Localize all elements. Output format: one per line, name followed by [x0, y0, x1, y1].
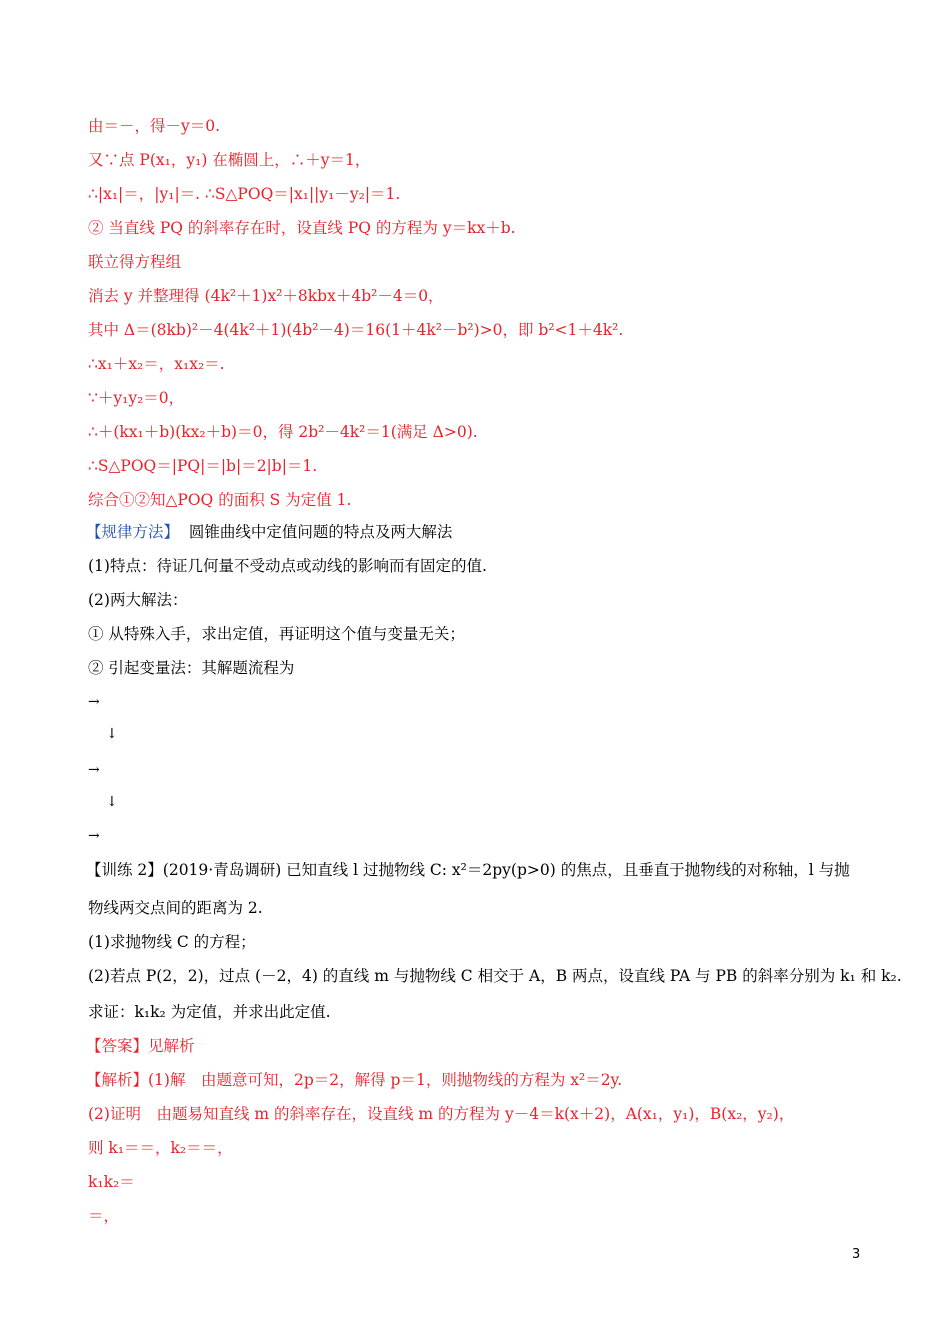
method-item: (1)特点：待证几何量不受动点或动线的影响而有固定的值. — [88, 557, 487, 575]
exercise-line: (2)若点 P(2，2)，过点 (－2，4) 的直线 m 与抛物线 C 相交于 A，B 两点，设直线 PA 与 PB 的斜率分别为 k₁ 和 k₂. — [88, 967, 902, 985]
solution-conclusion: 综合①②知△POQ 的面积 S 为定值 1. — [88, 491, 352, 509]
exercise-line: (1)求抛物线 C 的方程； — [88, 933, 256, 951]
method-item: ② 引起变量法：其解题流程为 — [88, 659, 295, 677]
analysis-line: (2)证明 由题易知直线 m 的斜率存在，设直线 m 的方程为 y－4＝k(x＋2)，A(x₁，y₁)，B(x₂，y₂)， — [88, 1105, 795, 1123]
exercise-line: 求证：k₁k₂ 为定值，并求出此定值. — [88, 1003, 331, 1021]
solution-line: ② 当直线 PQ 的斜率存在时，设直线 PQ 的方程为 y＝kx＋b. — [88, 219, 516, 237]
method-title: 圆锥曲线中定值问题的特点及两大解法 — [188, 523, 453, 541]
exercise-line: 【训练 2】(2019·青岛调研) 已知直线 l 过抛物线 C: x²＝2py(p>0) 的焦点，且垂直于抛物线的对称轴，l 与抛 — [86, 861, 850, 879]
method-tag: 【规律方法】 — [86, 523, 180, 541]
solution-line: 其中 Δ＝(8kb)²－4(4k²＋1)(4b²－4)＝16(1＋4k²－b²)>0，即 b²<1＋4k². — [88, 321, 624, 339]
analysis-line: ＝， — [88, 1207, 120, 1225]
method-heading — [86, 522, 452, 542]
solution-line: 又∵点 P(x₁，y₁) 在椭圆上，∴＋y＝1， — [88, 151, 371, 169]
analysis-line: 【解析】(1)解 由题意可知，2p＝2，解得 p＝1，则抛物线的方程为 x²＝2y. — [86, 1071, 623, 1089]
right-arrow-icon: → — [88, 762, 100, 778]
solution-line: ∵＋y₁y₂＝0， — [88, 389, 185, 407]
analysis-line: 则 k₁＝＝，k₂＝＝， — [88, 1139, 233, 1157]
analysis-line: k₁k₂＝ — [88, 1173, 135, 1191]
down-arrow-icon: ↓ — [106, 794, 118, 810]
right-arrow-icon: → — [88, 828, 100, 844]
solution-line: 消去 y 并整理得 (4k²＋1)x²＋8kbx＋4b²－4＝0， — [88, 287, 444, 305]
method-item: ① 从特殊入手，求出定值，再证明这个值与变量无关； — [88, 625, 465, 643]
solution-line: ∴|x₁|＝，|y₁|＝. ∴S△POQ＝|x₁||y₁－y₂|＝1. — [88, 185, 401, 203]
method-item: (2)两大解法： — [88, 591, 188, 609]
solution-line: 联立得方程组 — [88, 253, 182, 271]
answer-label: 【答案】见解析 — [86, 1037, 195, 1055]
solution-line: 由＝－，得－y＝0. — [88, 117, 221, 135]
exercise-line: 物线两交点间的距离为 2. — [88, 899, 263, 917]
down-arrow-icon: ↓ — [106, 726, 118, 742]
right-arrow-icon: → — [88, 694, 100, 710]
solution-line: ∴S△POQ＝|PQ|＝|b|＝2|b|＝1. — [88, 457, 318, 475]
solution-line: ∴＋(kx₁＋b)(kx₂＋b)＝0，得 2b²－4k²＝1(满足 Δ>0). — [88, 423, 478, 441]
solution-line: ∴x₁＋x₂＝，x₁x₂＝. — [88, 355, 225, 373]
page-number: 3 — [852, 1247, 861, 1262]
